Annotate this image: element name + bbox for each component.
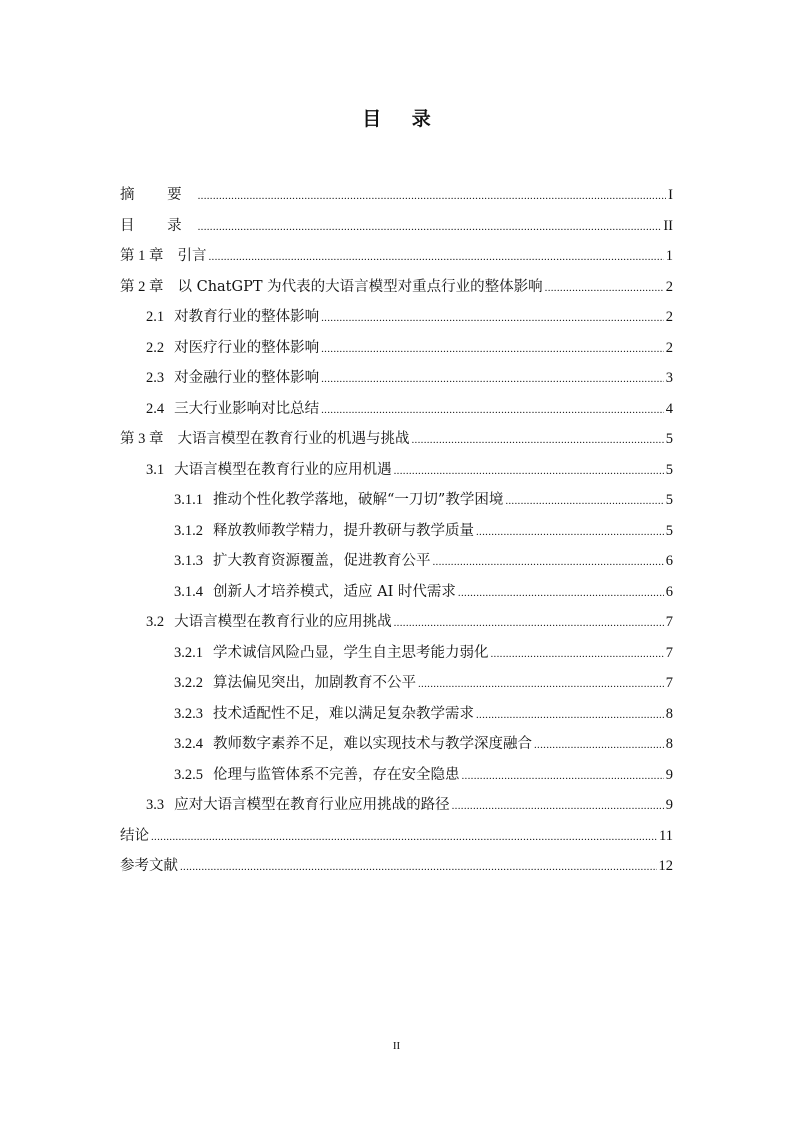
toc-entry-title: 技术适配性不足，难以满足复杂教学需求: [213, 705, 474, 722]
toc-entry-title: 大语言模型在教育行业的机遇与挑战: [177, 431, 410, 447]
toc-entry[interactable]: [120, 638, 673, 669]
toc-entry-number: 2.2: [146, 339, 165, 356]
toc-dot-leader: [505, 485, 663, 517]
toc-dot-leader: [394, 455, 664, 487]
toc-entry[interactable]: [120, 363, 673, 394]
toc-entry-page: 5: [665, 431, 673, 447]
toc-entry-number: 第 1 章: [120, 248, 164, 264]
toc-entry[interactable]: [120, 485, 673, 516]
toc-entry-page: 6: [665, 583, 673, 600]
toc-entry-title: 教师数字素养不足，难以实现技术与教学深度融合: [213, 736, 532, 752]
toc-entry-page: 6: [665, 553, 673, 569]
toc-dot-leader: [476, 699, 664, 731]
toc-entry[interactable]: [120, 302, 673, 333]
toc-entry-page: 2: [665, 309, 673, 325]
toc-entry-number: 3.3: [146, 797, 165, 813]
toc-entry[interactable]: [120, 607, 673, 638]
toc-entry[interactable]: [120, 424, 673, 455]
toc-entry-title: 伦理与监管体系不完善，存在安全隐患: [213, 766, 460, 783]
toc-dot-leader: [412, 424, 664, 456]
toc-dot-leader: [180, 851, 657, 883]
toc-entry-number: 第 2 章: [120, 278, 164, 295]
toc-entry-page: 5: [665, 461, 673, 478]
toc-entry[interactable]: [120, 241, 673, 272]
toc-entry-title: 大语言模型在教育行业的应用挑战: [174, 614, 392, 630]
toc-entry-page: 4: [665, 400, 673, 417]
toc-entry-number: 3.1.3: [174, 553, 203, 569]
toc-entry-page: 2: [665, 339, 673, 356]
toc-list: [120, 180, 673, 882]
toc-entry-number: 3.1.1: [174, 492, 203, 508]
toc-dot-leader: [209, 241, 664, 273]
toc-entry-page: 11: [659, 827, 673, 844]
toc-entry-number: 2.3: [146, 370, 165, 386]
toc-entry[interactable]: [120, 180, 673, 211]
toc-entry[interactable]: [120, 699, 673, 730]
toc-entry-title: 扩大教育资源覆盖，促进教育公平: [213, 553, 431, 569]
toc-entry-page: 7: [665, 614, 673, 630]
toc-dot-leader: [418, 668, 664, 700]
toc-entry-page: 8: [665, 736, 673, 752]
toc-entry[interactable]: [120, 790, 673, 821]
toc-entry[interactable]: [120, 760, 673, 791]
toc-entry-page: 7: [665, 644, 673, 661]
toc-entry[interactable]: [120, 821, 673, 852]
toc-entry-title: 对医疗行业的整体影响: [174, 339, 320, 356]
toc-entry-title: 应对大语言模型在教育行业应用挑战的路径: [174, 797, 450, 813]
toc-entry-page: 8: [665, 705, 673, 722]
toc-dot-leader: [321, 302, 664, 334]
toc-dot-leader: [198, 211, 662, 243]
toc-entry-number: 2.4: [146, 400, 165, 417]
toc-entry-page: 2: [665, 278, 673, 295]
toc-entry[interactable]: [120, 668, 673, 699]
toc-entry-title: 创新人才培养模式，适应 AI 时代需求: [213, 583, 456, 600]
toc-entry-title: 引言: [177, 248, 207, 264]
toc-title: 目 录: [362, 108, 443, 130]
toc-entry-title: 算法偏见突出，加剧教育不公平: [213, 675, 416, 691]
toc-entry[interactable]: [120, 516, 673, 547]
toc-entry[interactable]: [120, 729, 673, 760]
toc-entry[interactable]: [120, 455, 673, 486]
toc-dot-leader: [321, 333, 664, 365]
toc-entry-title: 推动个性化教学落地，破解“一刀切”教学困境: [213, 492, 504, 508]
toc-entry-title: 摘 要: [120, 187, 196, 203]
toc-dot-leader: [491, 638, 664, 670]
toc-entry-title: 学术诚信风险凸显，学生自主思考能力弱化: [213, 644, 489, 661]
toc-dot-leader: [394, 607, 664, 639]
toc-entry-title: 结论: [120, 827, 149, 844]
toc-entry-title: 以 ChatGPT 为代表的大语言模型对重点行业的整体影响: [177, 278, 543, 295]
toc-dot-leader: [462, 760, 664, 792]
toc-entry-number: 3.2.4: [174, 736, 203, 752]
toc-entry-page: 12: [658, 858, 673, 874]
toc-entry-number: 3.2: [146, 614, 165, 630]
toc-entry-title: 对金融行业的整体影响: [174, 370, 320, 386]
toc-entry-title: 参考文献: [120, 858, 178, 874]
toc-entry-title: 三大行业影响对比总结: [174, 400, 320, 417]
toc-entry[interactable]: [120, 272, 673, 303]
toc-entry[interactable]: [120, 851, 673, 882]
toc-entry-page: 9: [665, 766, 673, 783]
toc-entry[interactable]: [120, 333, 673, 364]
toc-entry-number: 3.2.3: [174, 705, 203, 722]
toc-entry-number: 第 3 章: [120, 431, 164, 447]
toc-dot-leader: [321, 363, 664, 395]
page-number: II: [392, 1040, 401, 1052]
toc-entry-number: 3.1.4: [174, 583, 203, 600]
toc-entry-page: 5: [665, 492, 673, 508]
toc-dot-leader: [198, 180, 667, 212]
toc-entry-page: I: [668, 187, 673, 203]
toc-entry-number: 2.1: [146, 309, 165, 325]
toc-entry-page: 7: [665, 675, 673, 691]
toc-entry[interactable]: [120, 394, 673, 425]
toc-entry-page: 9: [665, 797, 673, 813]
toc-dot-leader: [452, 790, 664, 822]
toc-entry-number: 3.2.1: [174, 644, 203, 661]
toc-entry-page: 1: [665, 248, 673, 264]
toc-entry-page: 3: [665, 370, 673, 386]
toc-entry-number: 3.2.5: [174, 766, 203, 783]
toc-entry-title: 对教育行业的整体影响: [174, 309, 320, 325]
toc-dot-leader: [151, 821, 657, 853]
toc-entry-title: 大语言模型在教育行业的应用机遇: [174, 461, 392, 478]
toc-entry-number: 3.1: [146, 461, 165, 478]
toc-entry-number: 3.2.2: [174, 675, 203, 691]
toc-dot-leader: [458, 577, 664, 609]
toc-entry[interactable]: [120, 211, 673, 242]
toc-entry-title: 释放教师教学精力，提升教研与教学质量: [213, 522, 474, 539]
toc-dot-leader: [545, 272, 664, 304]
toc-entry-page: II: [663, 217, 673, 234]
toc-dot-leader: [433, 546, 664, 578]
toc-entry[interactable]: [120, 577, 673, 608]
toc-dot-leader: [476, 516, 664, 548]
toc-dot-leader: [321, 394, 664, 426]
toc-entry-title: 目 录: [120, 217, 196, 234]
toc-entry-number: 3.1.2: [174, 522, 203, 539]
toc-entry-page: 5: [665, 522, 673, 539]
toc-dot-leader: [534, 729, 664, 761]
toc-entry[interactable]: [120, 546, 673, 577]
